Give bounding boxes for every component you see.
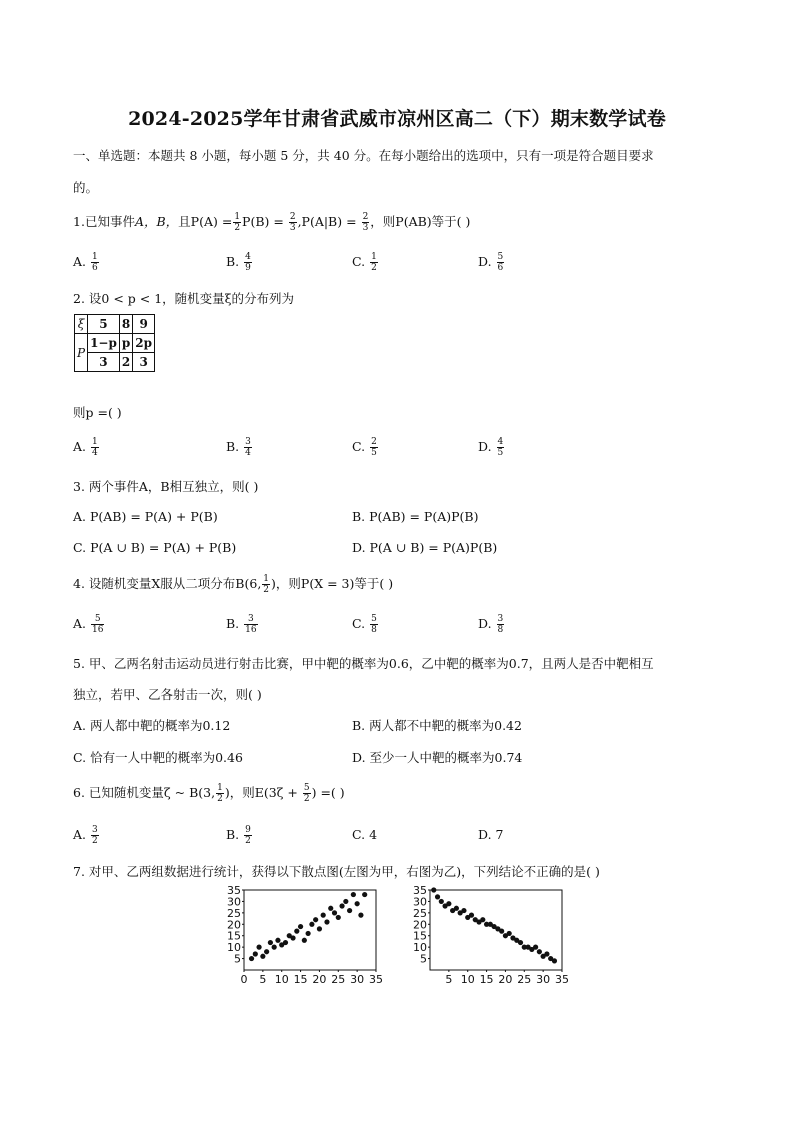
q3-option-c[interactable]: C. P(A ∪ B) = P(A) + P(B) [73, 540, 237, 555]
table-cell: 2 [119, 353, 132, 372]
q1-frac1-den: 2 [234, 223, 241, 233]
y-tick-label: 5 [420, 952, 427, 966]
x-tick-label: 35 [369, 973, 383, 986]
data-point [324, 919, 329, 924]
y-tick-label: 25 [413, 906, 427, 920]
q1-option-a-frac [91, 252, 99, 273]
q4-option-d[interactable] [478, 614, 505, 635]
q4-option-b-den: 16 [245, 625, 257, 635]
data-point [362, 892, 367, 897]
y-tick-label: 20 [227, 918, 241, 932]
data-point [272, 945, 277, 950]
table-cell: 8 [119, 315, 132, 334]
q2-option-a-den: 4 [92, 448, 98, 458]
q1-option-b-label: B. [226, 254, 240, 269]
q6-option-a-label: A. [73, 827, 87, 842]
q6-option-b-den: 2 [245, 836, 251, 846]
q3-option-d[interactable]: D. P(A ∪ B) = P(A)P(B) [352, 540, 498, 555]
scatter-plot-right [400, 884, 570, 988]
q5-option-c[interactable]: C. 恰有一人中靶的概率为0.46 [73, 750, 243, 765]
section-header-line1: 一、单选题：本题共 8 小题，每小题 5 分，共 40 分。在每小题给出的选项中，只有一项是符合题目要求 [73, 148, 654, 163]
x-tick-label: 10 [274, 973, 289, 986]
q6-option-a-num: 3 [92, 825, 98, 835]
q6-option-b[interactable] [226, 825, 253, 846]
data-point [351, 892, 356, 897]
data-point [533, 945, 538, 950]
table-cell: 1−p [88, 334, 120, 353]
x-tick-label: 35 [555, 973, 569, 986]
q2-option-b-label: B. [226, 439, 240, 454]
data-point [321, 913, 326, 918]
data-point [298, 924, 303, 929]
q2-option-c[interactable] [352, 437, 379, 458]
q4-option-b-num: 3 [244, 614, 257, 625]
q6-frac2 [303, 783, 311, 804]
q2-option-a-num: 1 [92, 437, 98, 447]
data-point [306, 931, 311, 936]
table-cell: P [75, 334, 88, 372]
table-cell: ξ [75, 315, 88, 334]
q1-option-a-label: A. [73, 254, 87, 269]
y-tick-label: 15 [227, 929, 241, 943]
data-point [260, 954, 265, 959]
data-point [339, 903, 344, 908]
q4-option-b[interactable] [226, 614, 259, 635]
distribution-table [74, 314, 155, 372]
y-tick-label: 10 [227, 941, 241, 955]
q6-option-a-frac [91, 825, 99, 846]
q2-option-c-den: 5 [371, 448, 377, 458]
table-cell: 3 [88, 353, 120, 372]
data-point [552, 958, 557, 963]
q2-option-d-num: 4 [497, 437, 504, 447]
q6-pre: 6. 已知随机变量ζ ~ B(3, [73, 785, 216, 800]
question-7-stem: 7. 对甲、乙两组数据进行统计，获得以下散点图(左图为甲，右图为乙)，下列结论不正确的是( ) [73, 864, 600, 879]
data-point [256, 945, 261, 950]
data-point [290, 935, 295, 940]
question-3-stem: 3. 两个事件A，B相互独立，则( ) [73, 479, 259, 494]
q2-option-d-den: 5 [497, 448, 504, 458]
y-tick-label: 5 [234, 952, 241, 966]
table-cell: 3 [133, 353, 155, 372]
q6-option-c-text: 4 [369, 827, 378, 842]
q6-option-c-label: C. [352, 827, 366, 842]
q1-tail: ，则P(AB)等于( ) [370, 214, 471, 229]
data-point [507, 931, 512, 936]
q5-option-d[interactable]: D. 至少一人中靶的概率为0.74 [352, 750, 523, 765]
data-point [469, 913, 474, 918]
page-title: 2024-2025学年甘肃省武威市凉州区高二（下）期末数学试卷 [128, 108, 666, 130]
data-point [268, 940, 273, 945]
q6-option-b-label: B. [226, 827, 240, 842]
data-point [328, 906, 333, 911]
data-point [294, 929, 299, 934]
q4-frac [262, 574, 270, 595]
q6-mid: )，则E(3ζ + [224, 785, 298, 800]
q4-option-b-frac [244, 614, 257, 635]
q1-pre: 已知事件 [84, 214, 135, 229]
q2-option-d[interactable] [478, 437, 505, 458]
x-tick-label: 20 [498, 973, 513, 986]
q4-option-d-den: 8 [497, 625, 504, 635]
q1-mid: 且P(A) = [178, 214, 233, 229]
q2-option-b-den: 4 [245, 448, 251, 458]
q1-option-b-num: 4 [245, 252, 251, 262]
data-point [461, 908, 466, 913]
q1-option-b-frac [244, 252, 252, 273]
x-tick-label: 10 [460, 973, 475, 986]
data-point [544, 951, 549, 956]
data-point [313, 917, 318, 922]
data-point [343, 899, 348, 904]
q1-option-d-den: 6 [497, 263, 504, 273]
q4-option-c-den: 8 [371, 625, 377, 635]
q2-option-a[interactable] [73, 437, 100, 458]
y-tick-label: 20 [413, 918, 427, 932]
q6-option-a[interactable] [73, 825, 100, 846]
data-point [480, 917, 485, 922]
data-point [518, 940, 523, 945]
q4-option-a-label: A. [73, 616, 87, 631]
q6-option-a-den: 2 [92, 836, 98, 846]
data-point [347, 908, 352, 913]
x-tick-label: 5 [445, 973, 453, 986]
q6-option-d[interactable] [478, 827, 504, 842]
x-tick-label: 30 [536, 973, 551, 986]
data-point [249, 956, 254, 961]
q4-option-d-label: D. [478, 616, 492, 631]
q2-option-a-label: A. [73, 439, 87, 454]
q1-option-c-den: 2 [371, 263, 377, 273]
data-point [253, 951, 258, 956]
q6-option-c[interactable] [352, 827, 377, 842]
question-4-stem [73, 574, 393, 595]
q1-frac1-num: 1 [234, 212, 241, 222]
x-tick-label: 15 [479, 973, 494, 986]
data-point [355, 901, 360, 906]
table-cell: 2p [133, 334, 155, 353]
q4-option-c[interactable] [352, 614, 379, 635]
q4-option-b-label: B. [226, 616, 240, 631]
data-point [358, 913, 363, 918]
q6-frac1-den: 2 [217, 794, 223, 804]
q1-frac3-den: 3 [362, 223, 369, 233]
q2-ask: 则p =( ) [73, 405, 122, 420]
q1-option-a[interactable] [73, 252, 100, 273]
data-point [264, 949, 269, 954]
q1-frac3 [362, 212, 370, 233]
q3-option-a[interactable]: A. P(AB) = P(A) + P(B) [73, 509, 218, 524]
q1-option-a-num: 1 [92, 252, 98, 262]
table-cell: 9 [133, 315, 155, 334]
q6-post: ) =( ) [311, 785, 345, 800]
q1-option-a-den: 6 [92, 263, 98, 273]
q1-p3: ,P(A|B) = [297, 214, 357, 229]
y-tick-label: 15 [413, 929, 427, 943]
question-5-line2: 独立，若甲、乙各射击一次，则( ) [73, 687, 262, 702]
q2-option-b[interactable] [226, 437, 253, 458]
q4-option-d-frac [497, 614, 505, 635]
section-header-line2: 的。 [73, 180, 99, 195]
q1-num: 1. [73, 214, 85, 229]
data-point [336, 915, 341, 920]
q4-post: )，则P(X = 3)等于( ) [271, 576, 394, 591]
table-cell: 5 [88, 315, 120, 334]
question-5-line1: 5. 甲、乙两名射击运动员进行射击比赛，甲中靶的概率为0.6，乙中靶的概率为0.7，且两人是否中靶相互 [73, 656, 654, 671]
data-point [309, 922, 314, 927]
q4-option-c-num: 5 [371, 614, 377, 624]
question-2-stem: 2. 设0 < p < 1，随机变量ξ的分布列为 [73, 291, 295, 306]
y-tick-label: 35 [413, 884, 427, 897]
table-cell: p [119, 334, 132, 353]
x-tick-label: 5 [259, 973, 267, 986]
data-point [439, 899, 444, 904]
q2-option-d-frac [497, 437, 505, 458]
data-point [332, 910, 337, 915]
data-point [499, 929, 504, 934]
q1-option-d-label: D. [478, 254, 492, 269]
y-tick-label: 25 [227, 906, 241, 920]
data-point [537, 949, 542, 954]
q2-option-b-num: 3 [245, 437, 251, 447]
q4-option-a-den: 16 [92, 625, 104, 635]
q1-option-c-num: 1 [371, 252, 377, 262]
q4-option-a[interactable] [73, 614, 105, 635]
q5-option-a[interactable]: A. 两人都中靶的概率为0.12 [73, 718, 231, 733]
q2-option-b-frac [244, 437, 252, 458]
x-tick-label: 25 [517, 973, 532, 986]
q2-option-c-num: 2 [371, 437, 377, 447]
y-tick-label: 30 [227, 895, 241, 909]
x-tick-label: 20 [312, 973, 327, 986]
q6-frac2-num: 5 [303, 783, 310, 793]
q6-option-d-label: D. [478, 827, 492, 842]
x-tick-label: 15 [293, 973, 308, 986]
scatter-plot-left [216, 884, 386, 988]
q4-option-a-num: 5 [91, 614, 104, 625]
data-point [446, 901, 451, 906]
q1-frac2-num: 2 [289, 212, 296, 222]
y-tick-label: 30 [413, 895, 427, 909]
q5-option-b[interactable]: B. 两人都不中靶的概率为0.42 [352, 718, 522, 733]
data-point [317, 926, 322, 931]
y-tick-label: 10 [413, 941, 427, 955]
q4-frac-den: 2 [263, 585, 270, 595]
q1-option-b[interactable] [226, 252, 253, 273]
q1-frac2 [289, 212, 297, 233]
q3-option-b[interactable]: B. P(AB) = P(A)P(B) [352, 509, 479, 524]
q4-option-d-num: 3 [497, 614, 504, 624]
q6-frac1 [216, 783, 224, 804]
q1-option-d[interactable] [478, 252, 505, 273]
q1-option-c-label: C. [352, 254, 366, 269]
q1-option-d-frac [497, 252, 505, 273]
q4-option-a-frac [91, 614, 104, 635]
q2-option-c-frac [370, 437, 378, 458]
q6-option-d-text: 7 [495, 827, 504, 842]
q6-option-b-frac [244, 825, 252, 846]
q1-frac2-den: 3 [289, 223, 296, 233]
data-point [431, 887, 436, 892]
q6-option-b-num: 9 [245, 825, 251, 835]
x-tick-label: 30 [350, 973, 365, 986]
question-6-stem [73, 783, 345, 804]
q2-option-a-frac [91, 437, 99, 458]
q1-vars: A，B， [134, 214, 179, 229]
data-point [302, 938, 307, 943]
q4-frac-num: 1 [263, 574, 270, 584]
q1-frac3-num: 2 [362, 212, 369, 222]
q4-option-c-label: C. [352, 616, 366, 631]
q6-frac2-den: 2 [303, 794, 310, 804]
q2-option-d-label: D. [478, 439, 492, 454]
data-point [283, 940, 288, 945]
y-tick-label: 35 [227, 884, 241, 897]
q2-option-c-label: C. [352, 439, 366, 454]
x-tick-label: 25 [331, 973, 346, 986]
q1-option-d-num: 5 [497, 252, 504, 262]
data-point [435, 894, 440, 899]
q1-frac1 [233, 212, 241, 233]
data-point [454, 906, 459, 911]
q4-pre: 4. 设随机变量X服从二项分布B(6, [73, 576, 262, 591]
q4-option-c-frac [370, 614, 378, 635]
q1-option-c[interactable] [352, 252, 379, 273]
q1-option-b-den: 9 [245, 263, 251, 273]
q1-option-c-frac [370, 252, 378, 273]
q6-frac1-num: 1 [217, 783, 223, 793]
data-point [275, 938, 280, 943]
question-1-stem [73, 212, 470, 233]
x-tick-label: 0 [240, 973, 248, 986]
q1-p2: P(B) = [242, 214, 284, 229]
